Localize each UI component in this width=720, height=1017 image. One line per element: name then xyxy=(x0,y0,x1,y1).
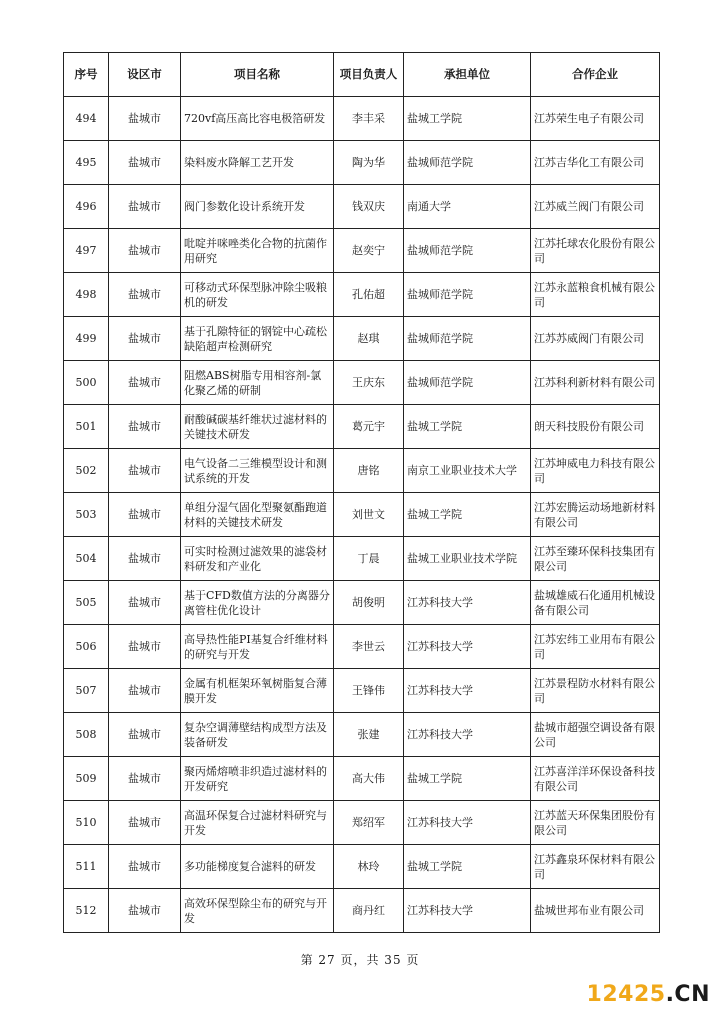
cell-leader: 高大伟 xyxy=(334,757,404,801)
table-header-row xyxy=(64,53,660,97)
cell-unit: 盐城工学院 xyxy=(404,97,531,141)
cell-unit: 盐城师范学院 xyxy=(404,229,531,273)
cell-unit: 江苏科技大学 xyxy=(404,713,531,757)
cell-leader: 王锋伟 xyxy=(334,669,404,713)
table-row xyxy=(64,361,660,405)
cell-city: 盐城市 xyxy=(109,141,181,185)
cell-city: 盐城市 xyxy=(109,625,181,669)
cell-city: 盐城市 xyxy=(109,669,181,713)
cell-project: 多功能梯度复合滤料的研发 xyxy=(181,845,334,889)
cell-city: 盐城市 xyxy=(109,713,181,757)
cell-city: 盐城市 xyxy=(109,845,181,889)
cell-leader: 葛元宇 xyxy=(334,405,404,449)
cell-leader: 孔佑超 xyxy=(334,273,404,317)
cell-no: 503 xyxy=(64,493,109,537)
cell-leader: 钱双庆 xyxy=(334,185,404,229)
cell-city: 盐城市 xyxy=(109,97,181,141)
cell-city: 盐城市 xyxy=(109,889,181,933)
cell-leader: 李世云 xyxy=(334,625,404,669)
header-no: 序号 xyxy=(64,53,109,97)
header-leader: 项目负责人 xyxy=(334,53,404,97)
cell-city: 盐城市 xyxy=(109,493,181,537)
site-watermark xyxy=(587,982,710,1007)
cell-unit: 南京工业职业技术大学 xyxy=(404,449,531,493)
cell-no: 511 xyxy=(64,845,109,889)
cell-partner: 盐城雄威石化通用机械设备有限公司 xyxy=(531,581,660,625)
cell-leader: 张建 xyxy=(334,713,404,757)
cell-partner: 江苏宏腾运动场地新材料有限公司 xyxy=(531,493,660,537)
cell-city: 盐城市 xyxy=(109,581,181,625)
cell-project: 720vf高压高比容电极箔研发 xyxy=(181,97,334,141)
cell-partner: 江苏至臻环保科技集团有限公司 xyxy=(531,537,660,581)
cell-no: 504 xyxy=(64,537,109,581)
cell-unit: 江苏科技大学 xyxy=(404,669,531,713)
cell-project: 可移动式环保型脉冲除尘吸粮机的研发 xyxy=(181,273,334,317)
cell-city: 盐城市 xyxy=(109,801,181,845)
cell-leader: 赵琪 xyxy=(334,317,404,361)
cell-leader: 丁晨 xyxy=(334,537,404,581)
cell-project: 可实时检测过滤效果的滤袋材料研发和产业化 xyxy=(181,537,334,581)
cell-unit: 江苏科技大学 xyxy=(404,801,531,845)
cell-project: 染料废水降解工艺开发 xyxy=(181,141,334,185)
cell-no: 502 xyxy=(64,449,109,493)
cell-city: 盐城市 xyxy=(109,405,181,449)
cell-partner: 江苏威兰阀门有限公司 xyxy=(531,185,660,229)
table-row xyxy=(64,317,660,361)
cell-no: 500 xyxy=(64,361,109,405)
table-row xyxy=(64,141,660,185)
cell-unit: 盐城工学院 xyxy=(404,405,531,449)
cell-partner: 江苏喜洋洋环保设备科技有限公司 xyxy=(531,757,660,801)
cell-unit: 盐城工学院 xyxy=(404,757,531,801)
cell-unit: 南通大学 xyxy=(404,185,531,229)
watermark-number: 12425 xyxy=(586,982,666,1007)
header-project: 项目名称 xyxy=(181,53,334,97)
cell-no: 501 xyxy=(64,405,109,449)
cell-partner: 江苏蓝天环保集团股份有限公司 xyxy=(531,801,660,845)
table-row xyxy=(64,669,660,713)
cell-partner: 江苏永蓝粮食机械有限公司 xyxy=(531,273,660,317)
cell-project: 复杂空调薄壁结构成型方法及装备研发 xyxy=(181,713,334,757)
header-city: 设区市 xyxy=(109,53,181,97)
table-row xyxy=(64,273,660,317)
project-table xyxy=(63,52,660,933)
cell-project: 阻燃ABS树脂专用相容剂-氯化聚乙烯的研制 xyxy=(181,361,334,405)
cell-unit: 盐城师范学院 xyxy=(404,141,531,185)
cell-project: 金属有机框架环氧树脂复合薄膜开发 xyxy=(181,669,334,713)
cell-unit: 盐城师范学院 xyxy=(404,317,531,361)
table-row xyxy=(64,845,660,889)
cell-no: 509 xyxy=(64,757,109,801)
cell-leader: 林玲 xyxy=(334,845,404,889)
cell-leader: 唐铭 xyxy=(334,449,404,493)
header-partner: 合作企业 xyxy=(531,53,660,97)
table-row xyxy=(64,537,660,581)
page-footer: 第 27 页，共 35 页 xyxy=(300,953,420,967)
header-unit: 承担单位 xyxy=(404,53,531,97)
table-row xyxy=(64,185,660,229)
cell-unit: 盐城师范学院 xyxy=(404,361,531,405)
cell-city: 盐城市 xyxy=(109,317,181,361)
cell-project: 高效环保型除尘布的研究与开发 xyxy=(181,889,334,933)
cell-city: 盐城市 xyxy=(109,757,181,801)
cell-project: 高温环保复合过滤材料研究与开发 xyxy=(181,801,334,845)
cell-leader: 刘世文 xyxy=(334,493,404,537)
cell-project: 聚丙烯熔喷非织造过滤材料的开发研究 xyxy=(181,757,334,801)
cell-leader: 郑绍军 xyxy=(334,801,404,845)
cell-unit: 江苏科技大学 xyxy=(404,581,531,625)
cell-no: 494 xyxy=(64,97,109,141)
cell-no: 508 xyxy=(64,713,109,757)
cell-no: 497 xyxy=(64,229,109,273)
cell-project: 阀门参数化设计系统开发 xyxy=(181,185,334,229)
cell-project: 电气设备二三维模型设计和测试系统的开发 xyxy=(181,449,334,493)
table-row xyxy=(64,405,660,449)
table-row xyxy=(64,757,660,801)
cell-partner: 江苏荣生电子有限公司 xyxy=(531,97,660,141)
cell-unit: 江苏科技大学 xyxy=(404,889,531,933)
cell-project: 耐酸碱碳基纤维状过滤材料的关键技术研发 xyxy=(181,405,334,449)
cell-no: 496 xyxy=(64,185,109,229)
cell-partner: 江苏托球农化股份有限公司 xyxy=(531,229,660,273)
table-row xyxy=(64,97,660,141)
cell-project: 基于孔隙特征的钢锭中心疏松缺陷超声检测研究 xyxy=(181,317,334,361)
cell-no: 506 xyxy=(64,625,109,669)
cell-leader: 商丹红 xyxy=(334,889,404,933)
cell-partner: 盐城世邦布业有限公司 xyxy=(531,889,660,933)
cell-leader: 赵奕宁 xyxy=(334,229,404,273)
cell-leader: 王庆东 xyxy=(334,361,404,405)
cell-leader: 李丰采 xyxy=(334,97,404,141)
table-row xyxy=(64,713,660,757)
watermark-domain: .CN xyxy=(665,982,710,1007)
cell-unit: 盐城工学院 xyxy=(404,493,531,537)
cell-no: 498 xyxy=(64,273,109,317)
cell-partner: 江苏科利新材料有限公司 xyxy=(531,361,660,405)
cell-no: 505 xyxy=(64,581,109,625)
table-row xyxy=(64,801,660,845)
cell-project: 单组分湿气固化型聚氨酯跑道材料的关键技术研发 xyxy=(181,493,334,537)
cell-partner: 江苏鑫泉环保材料有限公司 xyxy=(531,845,660,889)
table-row xyxy=(64,581,660,625)
cell-project: 高导热性能PI基复合纤维材料的研究与开发 xyxy=(181,625,334,669)
cell-city: 盐城市 xyxy=(109,449,181,493)
cell-partner: 江苏吉华化工有限公司 xyxy=(531,141,660,185)
cell-city: 盐城市 xyxy=(109,229,181,273)
cell-project: 基于CFD数值方法的分离器分离管柱优化设计 xyxy=(181,581,334,625)
cell-leader: 陶为华 xyxy=(334,141,404,185)
table-row xyxy=(64,449,660,493)
cell-city: 盐城市 xyxy=(109,361,181,405)
table-row xyxy=(64,625,660,669)
cell-partner: 江苏苏威阀门有限公司 xyxy=(531,317,660,361)
cell-no: 499 xyxy=(64,317,109,361)
cell-partner: 朗天科技股份有限公司 xyxy=(531,405,660,449)
cell-city: 盐城市 xyxy=(109,273,181,317)
cell-unit: 盐城师范学院 xyxy=(404,273,531,317)
table-row xyxy=(64,889,660,933)
cell-no: 510 xyxy=(64,801,109,845)
cell-city: 盐城市 xyxy=(109,185,181,229)
cell-no: 507 xyxy=(64,669,109,713)
cell-leader: 胡俊明 xyxy=(334,581,404,625)
cell-partner: 盐城市超强空调设备有限公司 xyxy=(531,713,660,757)
table-body xyxy=(64,97,660,933)
cell-partner: 江苏宏纬工业用布有限公司 xyxy=(531,625,660,669)
cell-unit: 江苏科技大学 xyxy=(404,625,531,669)
cell-unit: 盐城工学院 xyxy=(404,845,531,889)
cell-partner: 江苏景程防水材料有限公司 xyxy=(531,669,660,713)
cell-partner: 江苏坤威电力科技有限公司 xyxy=(531,449,660,493)
cell-city: 盐城市 xyxy=(109,537,181,581)
cell-unit: 盐城工业职业技术学院 xyxy=(404,537,531,581)
table-row xyxy=(64,493,660,537)
cell-project: 吡啶并咪唑类化合物的抗菌作用研究 xyxy=(181,229,334,273)
cell-no: 495 xyxy=(64,141,109,185)
table-row xyxy=(64,229,660,273)
cell-no: 512 xyxy=(64,889,109,933)
